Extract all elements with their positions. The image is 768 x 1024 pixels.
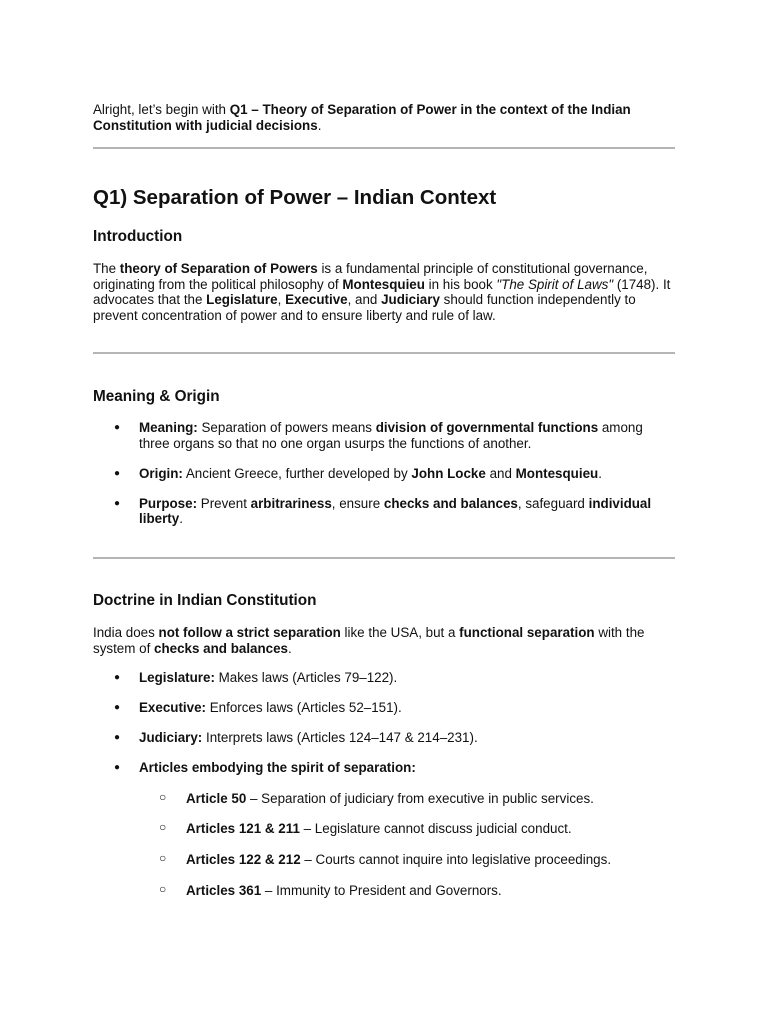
divider — [93, 557, 675, 559]
section-heading-introduction: Introduction — [93, 228, 183, 245]
sublist-item-article: ○ Articles 122 & 212 – Courts cannot inquire into legislative proceedings. — [139, 852, 675, 868]
meaning-origin-list — [93, 420, 675, 541]
sublist-item-article: ○ Article 50 – Separation of judiciary from executive in public services. — [139, 791, 675, 807]
sublist-item-article: ○ Articles 361 – Immunity to President and Governors. — [139, 883, 675, 899]
page-title: Q1) Separation of Power – Indian Context — [93, 186, 497, 209]
section-heading-doctrine: Doctrine in Indian Constitution — [93, 592, 317, 609]
list-item-purpose: ● Purpose: Prevent arbitrariness, ensure checks and balances, safeguard individual liberty. — [93, 496, 675, 527]
section-heading-meaning-origin: Meaning & Origin — [93, 388, 220, 405]
divider — [93, 147, 675, 149]
list-item-executive: ● Executive: Enforces laws (Articles 52–151). — [93, 700, 675, 716]
doctrine-paragraph: India does not follow a strict separation like the USA, but a functional separation with the system of checks and balances. — [93, 625, 645, 656]
organs-list — [93, 670, 675, 913]
articles-sublist — [139, 791, 675, 898]
divider — [93, 352, 675, 354]
list-item-origin: ● Origin: Ancient Greece, further developed by John Locke and Montesquieu. — [93, 466, 675, 482]
intro-line: Alright, let’s begin with Q1 – Theory of Separation of Power in the context of the Indian Constitution with judicial decisions. — [93, 102, 631, 133]
sublist-item-article: ○ Articles 121 & 211 – Legislature cannot discuss judicial conduct. — [139, 821, 675, 837]
list-item-judiciary: ● Judiciary: Interprets laws (Articles 124–147 & 214–231). — [93, 730, 675, 746]
introduction-paragraph: The theory of Separation of Powers is a fundamental principle of constitutional governance, originating from the political philosophy of Montesquieu in his book "The Spirit of Laws" (1748). It advocates that the Legislature, Executive, and Judiciary should function independently to prevent concentration of power and to ensure liberty and rule of law. — [93, 261, 671, 323]
list-item-articles: ● Articles embodying the spirit of separation: ○ Article 50 – Separation of judiciary from executive in public services. ○ Articles 121 & 211 – Legislature cannot discuss judicial conduct. ○ Articles 122 & 212 – Courts cannot inquire into legislative proceedings. ○ Articles 361 – Immunity to President and Governors. — [93, 760, 675, 898]
list-item-legislature: ● Legislature: Makes laws (Articles 79–122). — [93, 670, 675, 686]
list-item-meaning: ● Meaning: Separation of powers means division of governmental functions among three organs so that no one organ usurps the functions of another. — [93, 420, 675, 451]
